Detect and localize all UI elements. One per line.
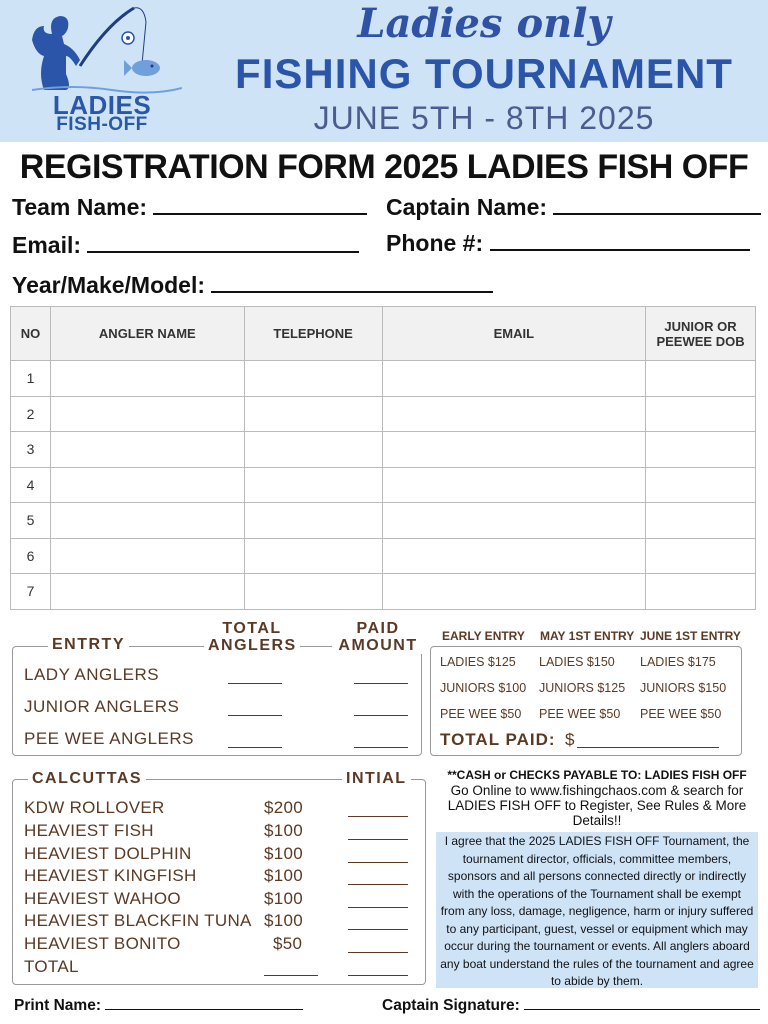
calcutta-initial-blank[interactable] (348, 951, 408, 953)
dob-cell[interactable] (646, 396, 756, 432)
calcutta-item-name: HEAVIEST DOLPHIN (24, 844, 192, 863)
calcutta-initial-blank[interactable] (348, 838, 408, 840)
captain-name-field[interactable] (386, 194, 761, 221)
table-row (11, 396, 756, 432)
row-number: 6 (11, 538, 51, 574)
june-ladies-price: LADIES $175 (640, 655, 716, 669)
angler-name-cell[interactable] (50, 432, 244, 468)
total-paid-label: TOTAL PAID: (440, 730, 556, 749)
vehicle-label: Year/Make/Model: (12, 272, 206, 298)
email-line[interactable] (87, 233, 359, 253)
angler-name-cell[interactable] (50, 574, 244, 610)
dob-cell[interactable] (646, 538, 756, 574)
email-cell[interactable] (382, 503, 646, 539)
email-field[interactable] (12, 232, 359, 259)
dob-cell[interactable] (646, 574, 756, 610)
calcutta-total-initial-blank[interactable] (348, 974, 408, 976)
captain-name-label: Captain Name: (386, 194, 548, 220)
payment-notice (436, 768, 758, 828)
total-paid-blank[interactable] (577, 746, 719, 748)
team-name-line[interactable] (153, 195, 367, 215)
header-dates: JUNE 5TH - 8TH 2025 (313, 100, 655, 136)
calcutta-item-price: $100 (264, 844, 304, 863)
initial-header: INTIAL (342, 770, 411, 787)
row-number: 4 (11, 467, 51, 503)
col-header-dob: JUNIOR OR PEEWEE DOB (646, 307, 756, 361)
june-entry-header: JUNE 1ST ENTRY (640, 629, 741, 643)
telephone-cell[interactable] (244, 538, 382, 574)
junior-anglers-total-blank[interactable] (228, 714, 282, 716)
telephone-cell[interactable] (244, 396, 382, 432)
telephone-cell[interactable] (244, 361, 382, 397)
may-entry-header: MAY 1ST ENTRY (540, 629, 635, 643)
row-number: 2 (11, 396, 51, 432)
vehicle-line[interactable] (211, 273, 493, 293)
early-peewee-price: PEE WEE $50 (440, 707, 522, 721)
row-number: 1 (11, 361, 51, 397)
calcutta-total-label: TOTAL (24, 957, 79, 976)
early-ladies-price: LADIES $125 (440, 655, 516, 669)
email-cell[interactable] (382, 574, 646, 610)
print-name-label: Print Name: (14, 997, 101, 1014)
peewee-anglers-total-blank[interactable] (228, 746, 282, 748)
telephone-cell[interactable] (244, 467, 382, 503)
angler-name-cell[interactable] (50, 503, 244, 539)
calcutta-item-name: HEAVIEST WAHOO (24, 889, 181, 908)
captain-signature-field[interactable] (382, 996, 760, 1015)
total-paid-currency: $ (565, 730, 575, 749)
calcutta-total-blank[interactable] (264, 974, 318, 976)
header-main-title: FISHING TOURNAMENT (235, 50, 733, 97)
phone-field[interactable] (386, 230, 750, 257)
email-cell[interactable] (382, 538, 646, 574)
row-number: 3 (11, 432, 51, 468)
telephone-cell[interactable] (244, 574, 382, 610)
calcutta-item-price: $200 (264, 798, 304, 817)
vehicle-field[interactable] (12, 272, 493, 299)
phone-label: Phone #: (386, 230, 484, 256)
entry-title: ENTRTY (48, 636, 129, 653)
print-name-field[interactable] (14, 996, 303, 1015)
header-script-title: Ladies only (357, 0, 611, 47)
captain-name-line[interactable] (553, 195, 761, 215)
early-entry-header: EARLY ENTRY (442, 629, 525, 643)
liability-waiver: I agree that the 2025 LADIES FISH OFF Tournament, the tournament director, officials, committee members, sponsors and all persons connected directly or indirectly with the operations of the Tournament shall be exempt from any loss, damage, negligence, harm or injury suffered to any participant, guest, vessel or equipment which may occur during the tournament or events. All anglers aboard any boat understand the rules of the tournament and agree to abide by them. (436, 832, 758, 988)
calcutta-initial-blank[interactable] (348, 883, 408, 885)
peewee-anglers-paid-blank[interactable] (354, 746, 408, 748)
calcutta-initial-blank[interactable] (348, 906, 408, 908)
email-label: Email: (12, 232, 82, 258)
register-online-text: Go Online to www.fishingchaos.com & search for LADIES FISH OFF to Register, See Rules & More Details!! (447, 783, 747, 828)
entry-row-peewee-anglers: PEE WEE ANGLERS (24, 729, 194, 748)
logo-text-ladies: LADIES (52, 90, 152, 120)
may-juniors-price: JUNIORS $125 (539, 681, 626, 695)
calcutta-item-price: $100 (264, 866, 304, 885)
captain-signature-line[interactable] (524, 996, 760, 1010)
anglers-table (10, 306, 756, 610)
col-header-telephone: TELEPHONE (244, 307, 382, 361)
col-header-email: EMAIL (382, 307, 646, 361)
angler-name-cell[interactable] (50, 538, 244, 574)
calcutta-item-price: $50 (273, 934, 303, 953)
calcuttas-title: CALCUTTAS (28, 770, 146, 787)
dob-cell[interactable] (646, 467, 756, 503)
dob-cell[interactable] (646, 503, 756, 539)
lady-anglers-total-blank[interactable] (228, 682, 282, 684)
angler-name-cell[interactable] (50, 467, 244, 503)
calcutta-item-price: $100 (264, 821, 304, 840)
form-title: REGISTRATION FORM 2025 LADIES FISH OFF (19, 148, 749, 186)
total-anglers-header: TOTAL ANGLERS (204, 620, 300, 654)
calcutta-item-name: HEAVIEST FISH (24, 821, 154, 840)
dob-cell[interactable] (646, 432, 756, 468)
print-name-line[interactable] (105, 996, 303, 1010)
captain-signature-label: Captain Signature: (382, 997, 520, 1014)
angler-name-cell[interactable] (50, 396, 244, 432)
calcutta-item-price: $100 (264, 911, 304, 930)
table-row (11, 467, 756, 503)
calcutta-initial-blank[interactable] (348, 815, 408, 817)
email-cell[interactable] (382, 467, 646, 503)
dob-cell[interactable] (646, 361, 756, 397)
entry-row-junior-anglers: JUNIOR ANGLERS (24, 697, 180, 716)
table-header-row (11, 307, 756, 361)
header-banner (0, 0, 768, 142)
angler-name-cell[interactable] (50, 361, 244, 397)
calcutta-item-price: $100 (264, 889, 304, 908)
early-juniors-price: JUNIORS $100 (440, 681, 527, 695)
col-header-no: NO (11, 307, 51, 361)
junior-anglers-paid-blank[interactable] (354, 714, 408, 716)
table-row (11, 538, 756, 574)
table-row (11, 574, 756, 610)
calcutta-initial-blank[interactable] (348, 928, 408, 930)
may-peewee-price: PEE WEE $50 (539, 707, 621, 721)
logo-text-fish-off: FISH-OFF (56, 114, 148, 135)
calcutta-initial-blank[interactable] (348, 861, 408, 863)
telephone-cell[interactable] (244, 503, 382, 539)
calcutta-item-name: HEAVIEST BONITO (24, 934, 181, 953)
paid-amount-header: PAID AMOUNT (332, 620, 424, 654)
may-ladies-price: LADIES $150 (539, 655, 615, 669)
calcutta-item-name: KDW ROLLOVER (24, 798, 165, 817)
team-name-label: Team Name: (12, 194, 148, 220)
lady-anglers-paid-blank[interactable] (354, 682, 408, 684)
telephone-cell[interactable] (244, 432, 382, 468)
payable-to-text: **CASH or CHECKS PAYABLE TO: LADIES FISH OFF (447, 768, 747, 782)
team-name-field[interactable] (12, 194, 367, 221)
email-cell[interactable] (382, 396, 646, 432)
calcutta-item-name: HEAVIEST KINGFISH (24, 866, 197, 885)
col-header-angler-name: ANGLER NAME (50, 307, 244, 361)
june-juniors-price: JUNIORS $150 (640, 681, 727, 695)
table-row (11, 361, 756, 397)
row-number: 5 (11, 503, 51, 539)
june-peewee-price: PEE WEE $50 (640, 707, 722, 721)
entry-row-lady-anglers: LADY ANGLERS (24, 665, 160, 684)
email-cell[interactable] (382, 432, 646, 468)
email-cell[interactable] (382, 361, 646, 397)
table-row (11, 432, 756, 468)
table-row (11, 503, 756, 539)
calcutta-item-name: HEAVIEST BLACKFIN TUNA (24, 911, 252, 930)
row-number: 7 (11, 574, 51, 610)
phone-line[interactable] (490, 231, 750, 251)
